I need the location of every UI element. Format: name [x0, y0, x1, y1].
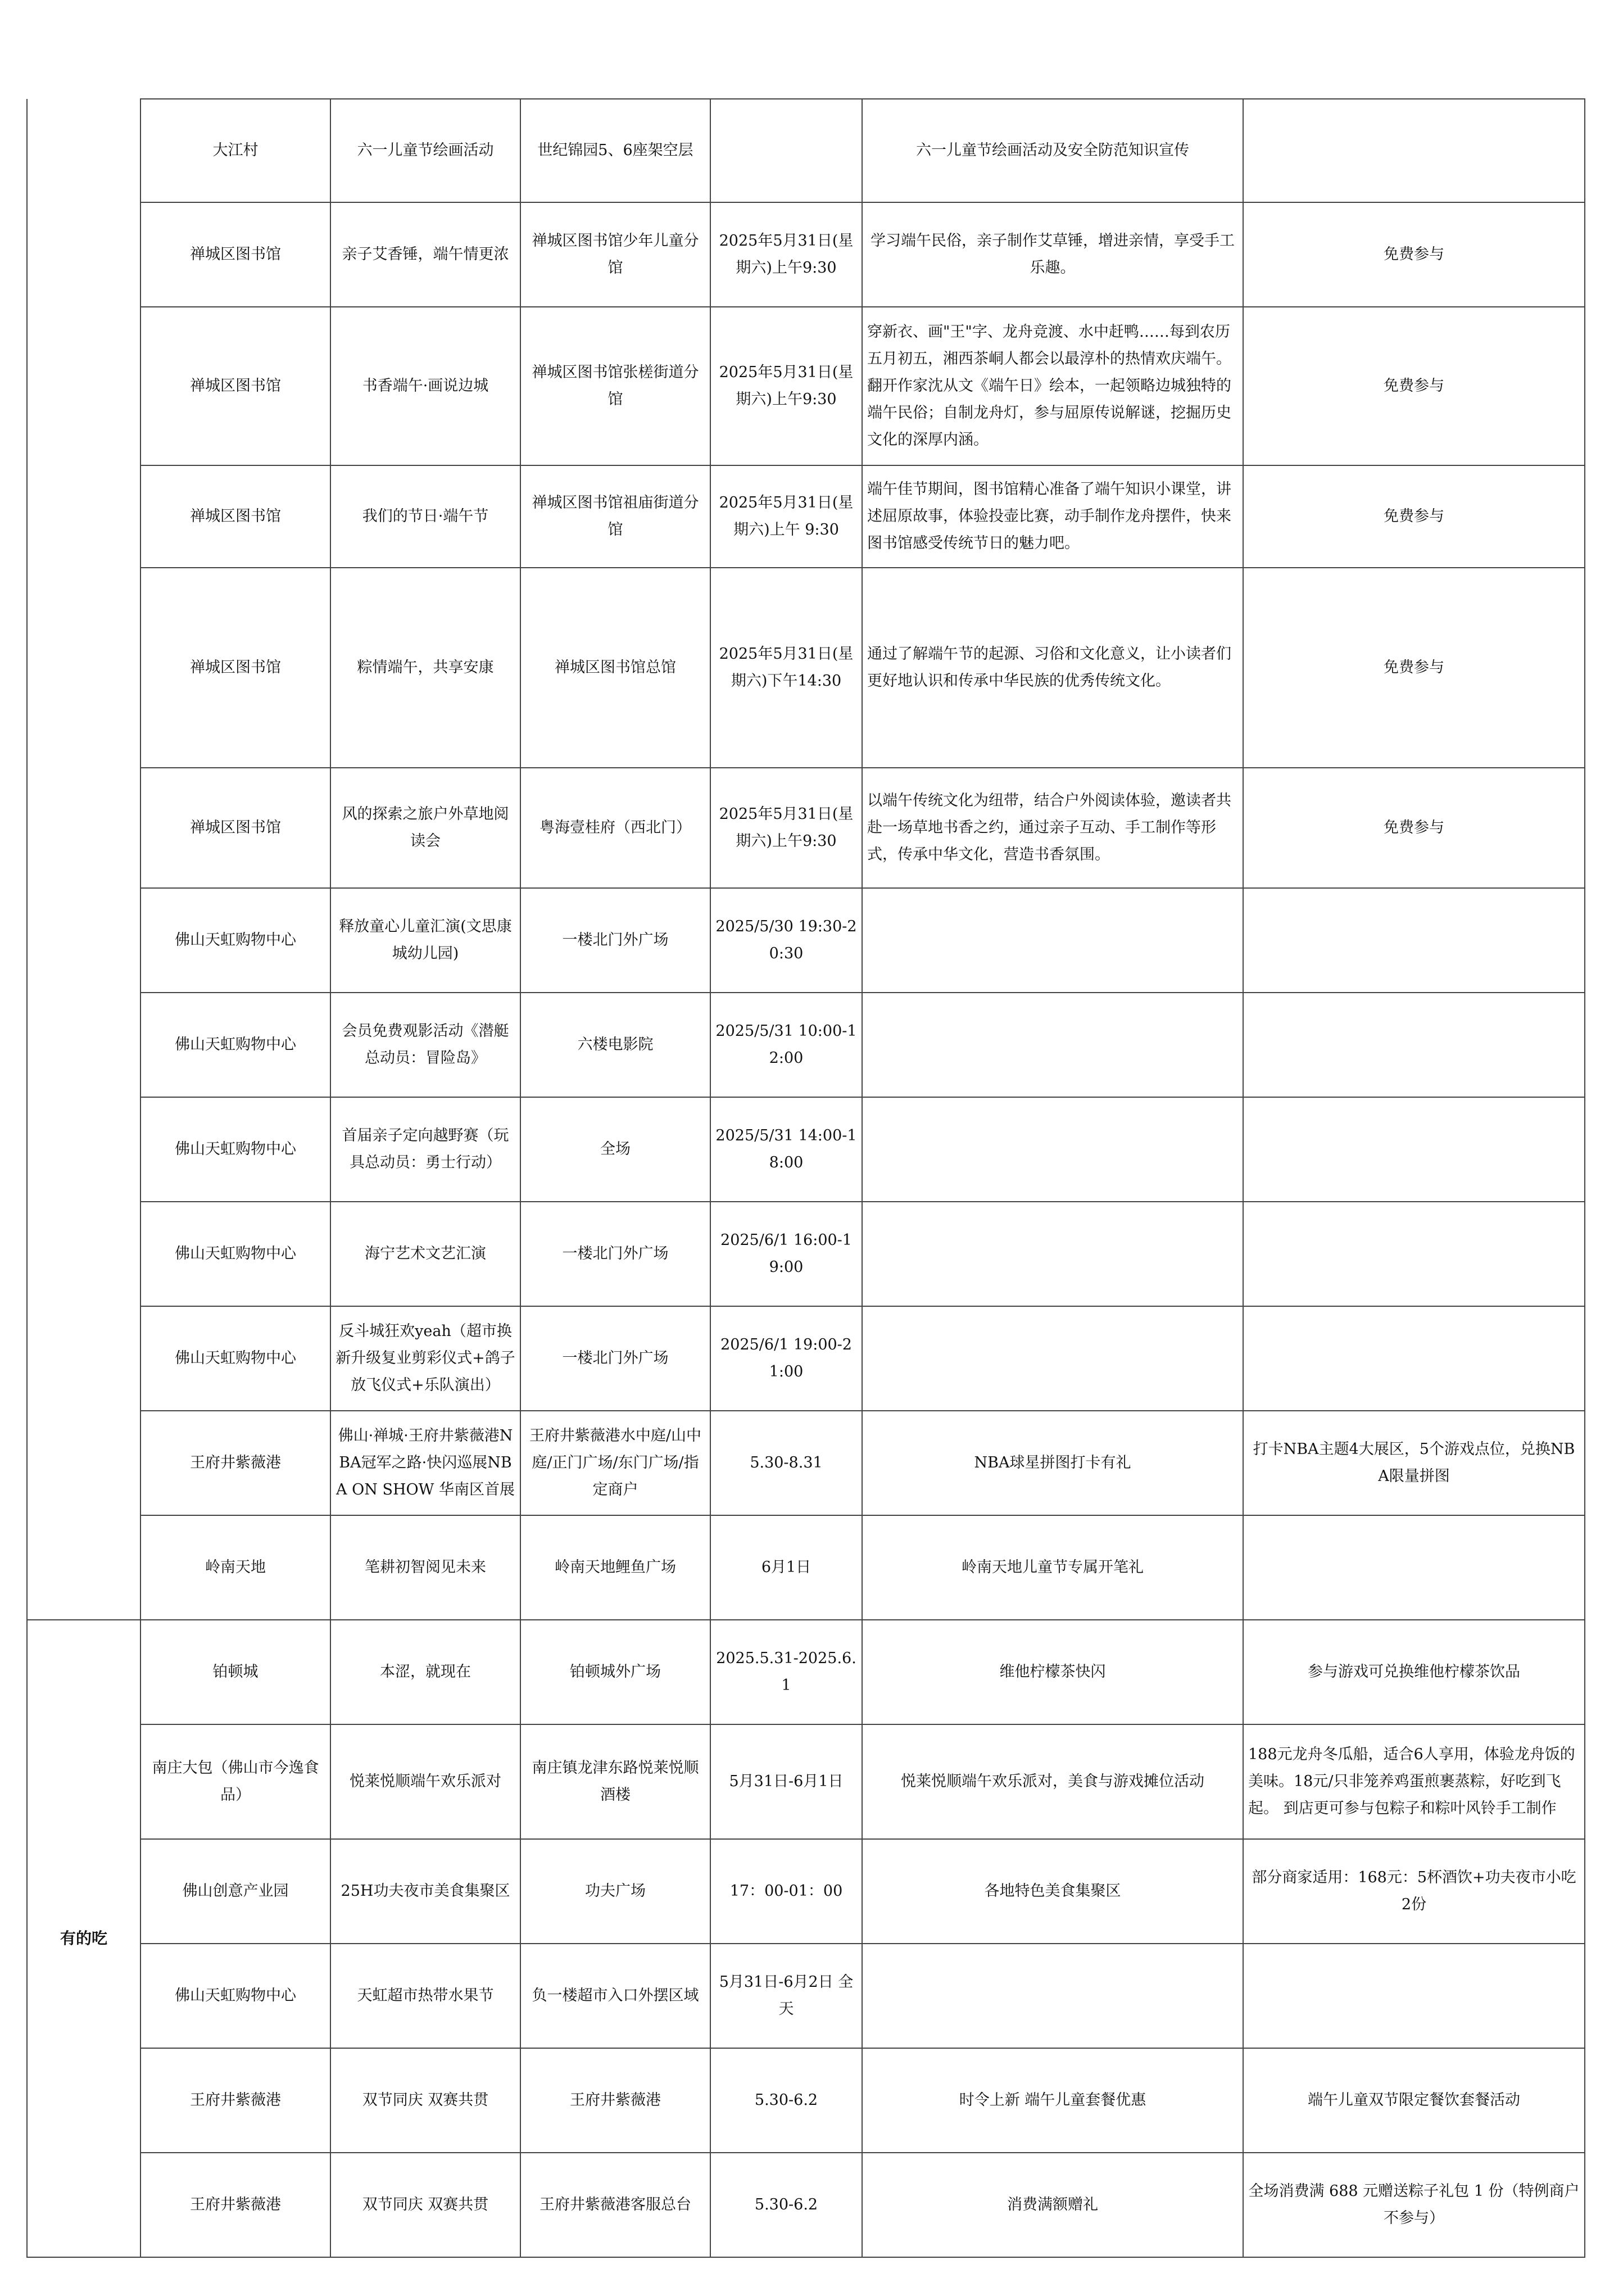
organizer-cell: 岭南天地: [140, 1515, 330, 1620]
table-row: [27, 1620, 1585, 1724]
description-cell: 以端午传统文化为纽带，结合户外阅读体验，邀读者共赴一场草地书香之约，通过亲子互动、手工制作等形式，传承中华文化，营造书香氛围。: [862, 768, 1243, 888]
note-cell: 免费参与: [1243, 202, 1585, 307]
organizer-cell: 王府井紫薇港: [140, 2153, 330, 2257]
organizer-cell: 佛山天虹购物中心: [140, 1097, 330, 1202]
time-cell: 5月31日-6月2日 全天: [710, 1944, 862, 2048]
note-cell: 188元龙舟冬瓜船，适合6人享用，体验龙舟饭的美味。18元/只非笼养鸡蛋煎裹蒸粽，好吃到飞起。 到店更可参与包粽子和粽叶风铃手工制作: [1243, 1724, 1585, 1839]
table-row: [27, 1515, 1585, 1620]
note-cell: 免费参与: [1243, 307, 1585, 465]
activity-name-cell: 反斗城狂欢yeah（超市换新升级复业剪彩仪式+鸽子放飞仪式+乐队演出）: [330, 1306, 520, 1411]
activity-name-cell: 首届亲子定向越野赛（玩具总动员：勇士行动）: [330, 1097, 520, 1202]
description-cell: [862, 1097, 1243, 1202]
note-cell: 部分商家适用：168元：5杯酒饮+功夫夜市小吃2份: [1243, 1839, 1585, 1944]
time-cell: 5.30-6.2: [710, 2153, 862, 2257]
description-cell: 各地特色美食集聚区: [862, 1839, 1243, 1944]
table-row: [27, 1097, 1585, 1202]
activity-table: [26, 98, 1585, 2258]
activity-name-cell: 我们的节日·端午节: [330, 465, 520, 568]
description-cell: 岭南天地儿童节专属开笔礼: [862, 1515, 1243, 1620]
activity-name-cell: 天虹超市热带水果节: [330, 1944, 520, 2048]
time-cell: 2025年5月31日(星期六)下午14:30: [710, 568, 862, 768]
table-row: [27, 1839, 1585, 1944]
activity-name-cell: 六一儿童节绘画活动: [330, 99, 520, 202]
table-row: [27, 568, 1585, 768]
table-row: [27, 99, 1585, 202]
time-cell: [710, 99, 862, 202]
description-cell: [862, 993, 1243, 1097]
time-cell: 2025/6/1 16:00-19:00: [710, 1202, 862, 1306]
organizer-cell: 禅城区图书馆: [140, 202, 330, 307]
organizer-cell: 禅城区图书馆: [140, 465, 330, 568]
description-cell: 端午佳节期间，图书馆精心准备了端午知识小课堂，讲述屈原故事，体验投壶比赛，动手制作龙舟摆件，快来图书馆感受传统节日的魅力吧。: [862, 465, 1243, 568]
activity-name-cell: 书香端午·画说边城: [330, 307, 520, 465]
table-row: [27, 1306, 1585, 1411]
table-row: [27, 1724, 1585, 1839]
note-cell: [1243, 1202, 1585, 1306]
location-cell: 铂顿城外广场: [520, 1620, 710, 1724]
activity-name-cell: 双节同庆 双赛共贯: [330, 2048, 520, 2153]
organizer-cell: 铂顿城: [140, 1620, 330, 1724]
location-cell: 王府井紫薇港: [520, 2048, 710, 2153]
table-row: [27, 307, 1585, 465]
description-cell: 时令上新 端午儿童套餐优惠: [862, 2048, 1243, 2153]
location-cell: 六楼电影院: [520, 993, 710, 1097]
table-row: [27, 768, 1585, 888]
activity-name-cell: 亲子艾香锤，端午情更浓: [330, 202, 520, 307]
time-cell: 2025年5月31日(星期六)上午9:30: [710, 307, 862, 465]
organizer-cell: 禅城区图书馆: [140, 307, 330, 465]
location-cell: 禅城区图书馆总馆: [520, 568, 710, 768]
location-cell: 一楼北门外广场: [520, 888, 710, 993]
description-cell: [862, 1306, 1243, 1411]
time-cell: 2025年5月31日(星期六)上午 9:30: [710, 465, 862, 568]
note-cell: 免费参与: [1243, 568, 1585, 768]
location-cell: 禅城区图书馆祖庙街道分馆: [520, 465, 710, 568]
organizer-cell: 佛山创意产业园: [140, 1839, 330, 1944]
time-cell: 2025/5/31 14:00-18:00: [710, 1097, 862, 1202]
table-row: [27, 1944, 1585, 2048]
description-cell: 消费满额赠礼: [862, 2153, 1243, 2257]
note-cell: [1243, 1097, 1585, 1202]
description-cell: 维他柠檬茶快闪: [862, 1620, 1243, 1724]
description-cell: [862, 888, 1243, 993]
time-cell: 2025年5月31日(星期六)上午9:30: [710, 768, 862, 888]
activity-name-cell: 悦莱悦顺端午欢乐派对: [330, 1724, 520, 1839]
note-cell: [1243, 1306, 1585, 1411]
location-cell: 禅城区图书馆张槎街道分馆: [520, 307, 710, 465]
location-cell: 王府井紫薇港水中庭/山中庭/正门广场/东门广场/指定商户: [520, 1411, 710, 1515]
time-cell: 2025年5月31日(星期六)上午9:30: [710, 202, 862, 307]
description-cell: 悦莱悦顺端午欢乐派对，美食与游戏摊位活动: [862, 1724, 1243, 1839]
activity-name-cell: 双节同庆 双赛共贯: [330, 2153, 520, 2257]
note-cell: 免费参与: [1243, 768, 1585, 888]
note-cell: [1243, 1515, 1585, 1620]
location-cell: 粤海壹桂府（西北门）: [520, 768, 710, 888]
activity-name-cell: 海宁艺术文艺汇演: [330, 1202, 520, 1306]
time-cell: 2025.5.31-2025.6.1: [710, 1620, 862, 1724]
table-row: [27, 888, 1585, 993]
time-cell: 5月31日-6月1日: [710, 1724, 862, 1839]
note-cell: 全场消费满 688 元赠送粽子礼包 1 份（特例商户不参与）: [1243, 2153, 1585, 2257]
organizer-cell: 禅城区图书馆: [140, 768, 330, 888]
description-cell: 穿新衣、画"王"字、龙舟竞渡、水中赶鸭……每到农历五月初五，湘西茶峒人都会以最淳朴的热情欢庆端午。翻开作家沈从文《端午日》绘本，一起领略边城独特的端午民俗；自制龙舟灯，参与屈原传说解谜，挖掘历史文化的深厚内涵。: [862, 307, 1243, 465]
organizer-cell: 佛山天虹购物中心: [140, 993, 330, 1097]
activity-name-cell: 释放童心儿童汇演(文思康城幼儿园): [330, 888, 520, 993]
location-cell: 岭南天地鲤鱼广场: [520, 1515, 710, 1620]
location-cell: 南庄镇龙津东路悦莱悦顺酒楼: [520, 1724, 710, 1839]
location-cell: 世纪锦园5、6座架空层: [520, 99, 710, 202]
organizer-cell: 王府井紫薇港: [140, 1411, 330, 1515]
organizer-cell: 佛山天虹购物中心: [140, 1944, 330, 2048]
note-cell: [1243, 99, 1585, 202]
activity-name-cell: 风的探索之旅户外草地阅读会: [330, 768, 520, 888]
description-cell: 六一儿童节绘画活动及安全防范知识宣传: [862, 99, 1243, 202]
description-cell: 学习端午民俗，亲子制作艾草锤，增进亲情，享受手工乐趣。: [862, 202, 1243, 307]
table-row: [27, 2153, 1585, 2257]
description-cell: [862, 1202, 1243, 1306]
activity-name-cell: 笔耕初智阅见未来: [330, 1515, 520, 1620]
time-cell: 6月1日: [710, 1515, 862, 1620]
location-cell: 禅城区图书馆少年儿童分馆: [520, 202, 710, 307]
time-cell: 2025/5/31 10:00-12:00: [710, 993, 862, 1097]
organizer-cell: 禅城区图书馆: [140, 568, 330, 768]
note-cell: 免费参与: [1243, 465, 1585, 568]
description-cell: [862, 1944, 1243, 2048]
organizer-cell: 佛山天虹购物中心: [140, 888, 330, 993]
activity-name-cell: 粽情端午，共享安康: [330, 568, 520, 768]
time-cell: 17：00-01：00: [710, 1839, 862, 1944]
table-row: [27, 202, 1585, 307]
note-cell: 端午儿童双节限定餐饮套餐活动: [1243, 2048, 1585, 2153]
activity-name-cell: 25H功夫夜市美食集聚区: [330, 1839, 520, 1944]
organizer-cell: 大江村: [140, 99, 330, 202]
category-cell: 有的吃: [27, 1620, 140, 2257]
category-cell: [27, 99, 140, 1620]
activity-name-cell: 本涩，就现在: [330, 1620, 520, 1724]
organizer-cell: 南庄大包（佛山市今逸食品）: [140, 1724, 330, 1839]
activity-name-cell: 会员免费观影活动《潜艇总动员：冒险岛》: [330, 993, 520, 1097]
table-row: [27, 1411, 1585, 1515]
location-cell: 负一楼超市入口外摆区域: [520, 1944, 710, 2048]
location-cell: 全场: [520, 1097, 710, 1202]
table-row: [27, 2048, 1585, 2153]
time-cell: 2025/5/30 19:30-20:30: [710, 888, 862, 993]
location-cell: 一楼北门外广场: [520, 1202, 710, 1306]
location-cell: 王府井紫薇港客服总台: [520, 2153, 710, 2257]
note-cell: [1243, 993, 1585, 1097]
location-cell: 功夫广场: [520, 1839, 710, 1944]
location-cell: 一楼北门外广场: [520, 1306, 710, 1411]
table-row: [27, 1202, 1585, 1306]
time-cell: 5.30-8.31: [710, 1411, 862, 1515]
note-cell: [1243, 1944, 1585, 2048]
table-row: [27, 465, 1585, 568]
note-cell: [1243, 888, 1585, 993]
activity-name-cell: 佛山·禅城·王府井紫薇港NBA冠军之路·快闪巡展NBA ON SHOW 华南区首展: [330, 1411, 520, 1515]
description-cell: NBA球星拼图打卡有礼: [862, 1411, 1243, 1515]
note-cell: 参与游戏可兑换维他柠檬茶饮品: [1243, 1620, 1585, 1724]
table-row: [27, 993, 1585, 1097]
description-cell: 通过了解端午节的起源、习俗和文化意义，让小读者们更好地认识和传承中华民族的优秀传统文化。: [862, 568, 1243, 768]
time-cell: 2025/6/1 19:00-21:00: [710, 1306, 862, 1411]
note-cell: 打卡NBA主题4大展区，5个游戏点位，兑换NBA限量拼图: [1243, 1411, 1585, 1515]
time-cell: 5.30-6.2: [710, 2048, 862, 2153]
organizer-cell: 佛山天虹购物中心: [140, 1306, 330, 1411]
organizer-cell: 佛山天虹购物中心: [140, 1202, 330, 1306]
organizer-cell: 王府井紫薇港: [140, 2048, 330, 2153]
